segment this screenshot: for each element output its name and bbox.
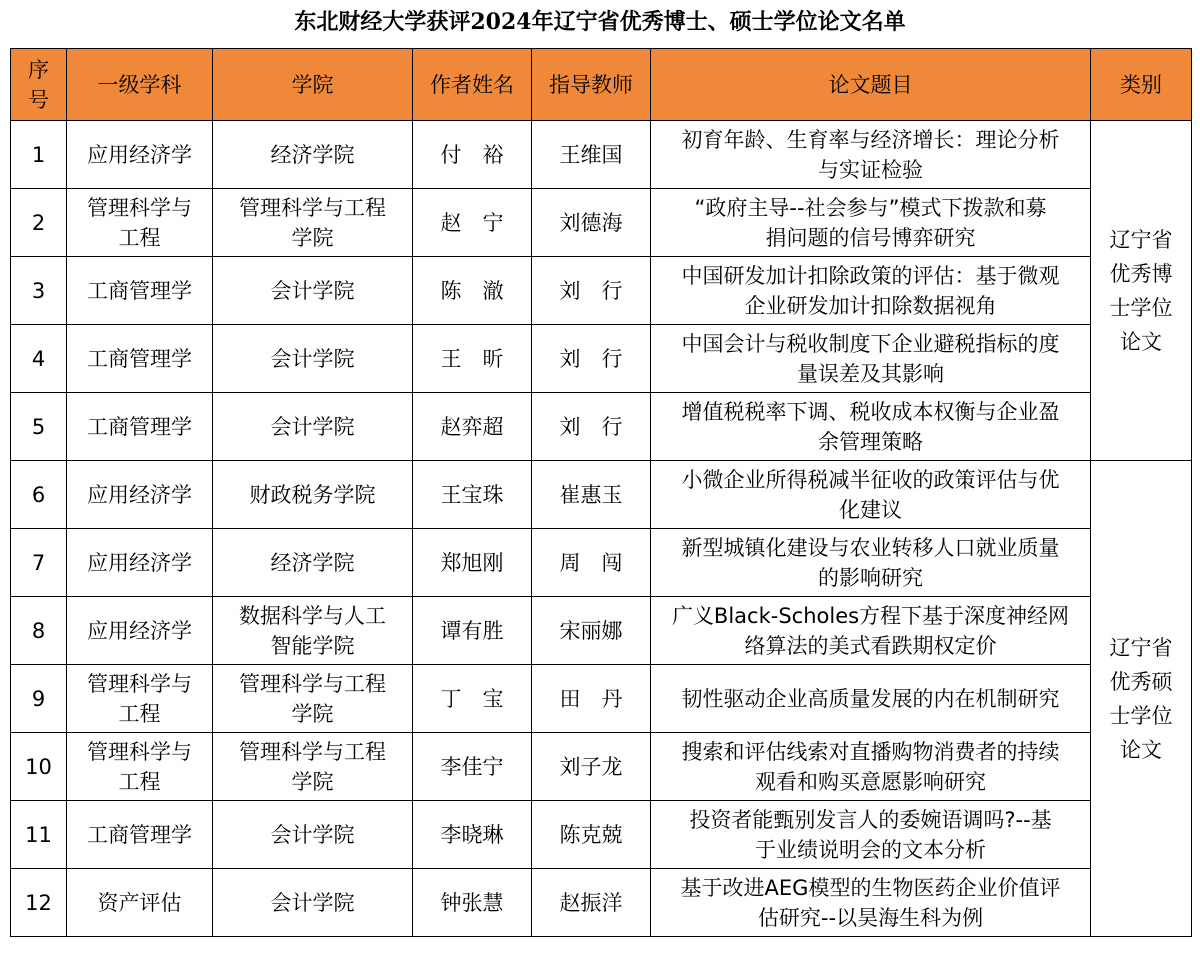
discipline-line: 管理科学与 xyxy=(87,671,192,696)
thesis-title-line: 中国研发加计扣除政策的评估：基于微观 xyxy=(681,263,1060,288)
discipline-line: 应用经济学 xyxy=(87,550,192,575)
advisor-cell: 宋丽娜 xyxy=(532,597,651,665)
school-cell xyxy=(213,121,413,189)
discipline-line: 工程 xyxy=(118,769,161,794)
thesis-title-cell xyxy=(651,393,1091,461)
table-row xyxy=(11,325,1192,393)
discipline-cell xyxy=(67,393,213,461)
table-row xyxy=(11,461,1192,529)
header-row xyxy=(11,49,1192,121)
seq-cell: 3 xyxy=(11,257,67,325)
header-thesis-title: 论文题目 xyxy=(651,49,1091,121)
author-cell: 赵弈超 xyxy=(413,393,532,461)
school-cell xyxy=(213,393,413,461)
category-line: 辽宁省 xyxy=(1109,635,1173,660)
table-row xyxy=(11,597,1192,665)
school-line: 数据科学与人工 xyxy=(239,603,386,628)
thesis-title-line: 企业研发加计扣除数据视角 xyxy=(744,293,997,318)
advisor-cell: 田 丹 xyxy=(532,665,651,733)
thesis-title-cell xyxy=(651,325,1091,393)
thesis-title-cell xyxy=(651,869,1091,937)
category-line: 论文 xyxy=(1120,329,1162,354)
advisor-cell: 刘德海 xyxy=(532,189,651,257)
seq-cell: 1 xyxy=(11,121,67,189)
discipline-line: 工商管理学 xyxy=(87,414,192,439)
thesis-title-line: 广义Black-Scholes方程下基于深度神经网 xyxy=(671,603,1070,628)
seq-cell: 5 xyxy=(11,393,67,461)
thesis-title-line: 初育年龄、生育率与经济增长：理论分析 xyxy=(681,127,1060,152)
school-cell xyxy=(213,597,413,665)
thesis-title-cell xyxy=(651,801,1091,869)
header-advisor: 指导教师 xyxy=(532,49,651,121)
thesis-title-cell xyxy=(651,597,1091,665)
author-cell: 钟张慧 xyxy=(413,869,532,937)
thesis-title-line: 络算法的美式看跌期权定价 xyxy=(744,633,997,658)
thesis-title-line: 小微企业所得税减半征收的政策评估与优 xyxy=(681,467,1060,492)
thesis-title-line: 观看和购买意愿影响研究 xyxy=(755,769,986,794)
school-line: 会计学院 xyxy=(270,822,355,847)
discipline-cell xyxy=(67,257,213,325)
author-cell: 丁 宝 xyxy=(413,665,532,733)
school-line: 经济学院 xyxy=(270,550,355,575)
discipline-line: 工商管理学 xyxy=(87,346,192,371)
school-cell xyxy=(213,869,413,937)
seq-cell: 12 xyxy=(11,869,67,937)
table-row xyxy=(11,801,1192,869)
school-line: 管理科学与工程 xyxy=(239,195,386,220)
thesis-title-line: 基于改进AEG模型的生物医药企业价值评 xyxy=(680,875,1061,900)
thesis-title-line: “政府主导--社会参与”模式下拨款和募 xyxy=(694,195,1047,220)
author-cell: 王宝珠 xyxy=(413,461,532,529)
school-cell xyxy=(213,801,413,869)
school-line: 学院 xyxy=(291,701,334,726)
thesis-title-line: 中国会计与税收制度下企业避税指标的度 xyxy=(681,331,1060,356)
header-seq-line: 号 xyxy=(28,87,49,112)
discipline-line: 工程 xyxy=(118,225,161,250)
header-school: 学院 xyxy=(213,49,413,121)
thesis-title-cell xyxy=(651,121,1091,189)
category-line: 士学位 xyxy=(1109,703,1173,728)
table-row xyxy=(11,257,1192,325)
discipline-line: 应用经济学 xyxy=(87,142,192,167)
discipline-line: 资产评估 xyxy=(97,890,182,915)
header-seq xyxy=(11,49,67,121)
page-title: 东北财经大学获评2024年辽宁省优秀博士、硕士学位论文名单 xyxy=(294,9,906,35)
discipline-cell xyxy=(67,597,213,665)
advisor-cell: 周 闯 xyxy=(532,529,651,597)
discipline-cell xyxy=(67,665,213,733)
thesis-title-line: 的影响研究 xyxy=(818,565,923,590)
author-cell: 付 裕 xyxy=(413,121,532,189)
thesis-title-line: 增值税税率下调、税收成本权衡与企业盈 xyxy=(681,399,1060,424)
advisor-cell: 陈克兢 xyxy=(532,801,651,869)
discipline-cell xyxy=(67,189,213,257)
school-cell xyxy=(213,325,413,393)
header-seq-line: 序 xyxy=(28,57,49,82)
school-cell xyxy=(213,257,413,325)
discipline-cell xyxy=(67,733,213,801)
category-line: 辽宁省 xyxy=(1109,227,1173,252)
advisor-cell: 王维国 xyxy=(532,121,651,189)
discipline-cell xyxy=(67,461,213,529)
school-cell xyxy=(213,733,413,801)
discipline-cell xyxy=(67,801,213,869)
seq-cell: 8 xyxy=(11,597,67,665)
seq-cell: 2 xyxy=(11,189,67,257)
thesis-title-cell xyxy=(651,665,1091,733)
discipline-line: 管理科学与 xyxy=(87,739,192,764)
table-row xyxy=(11,393,1192,461)
discipline-cell xyxy=(67,869,213,937)
thesis-title-line: 搜索和评估线索对直播购物消费者的持续 xyxy=(681,739,1060,764)
thesis-title-cell xyxy=(651,529,1091,597)
school-line: 会计学院 xyxy=(270,346,355,371)
thesis-title-cell xyxy=(651,733,1091,801)
school-cell xyxy=(213,461,413,529)
school-line: 学院 xyxy=(291,769,334,794)
discipline-line: 工商管理学 xyxy=(87,822,192,847)
thesis-list-table xyxy=(10,48,1192,937)
school-line: 管理科学与工程 xyxy=(239,671,386,696)
discipline-line: 管理科学与 xyxy=(87,195,192,220)
discipline-cell xyxy=(67,529,213,597)
category-line: 优秀硕 xyxy=(1109,669,1173,694)
discipline-line: 应用经济学 xyxy=(87,482,192,507)
category-line: 士学位 xyxy=(1109,295,1173,320)
discipline-cell xyxy=(67,121,213,189)
category-line: 优秀博 xyxy=(1109,261,1173,286)
thesis-title-line: 化建议 xyxy=(839,497,902,522)
category-cell-doctoral xyxy=(1091,121,1192,461)
author-cell: 王 昕 xyxy=(413,325,532,393)
advisor-cell: 刘子龙 xyxy=(532,733,651,801)
thesis-title-line: 与实证检验 xyxy=(818,157,923,182)
thesis-title-line: 韧性驱动企业高质量发展的内在机制研究 xyxy=(681,686,1060,711)
table-row xyxy=(11,665,1192,733)
thesis-title-line: 新型城镇化建设与农业转移人口就业质量 xyxy=(681,535,1060,560)
seq-cell: 7 xyxy=(11,529,67,597)
school-cell xyxy=(213,189,413,257)
table-row xyxy=(11,529,1192,597)
seq-cell: 10 xyxy=(11,733,67,801)
table-row xyxy=(11,733,1192,801)
header-discipline: 一级学科 xyxy=(67,49,213,121)
author-cell: 赵 宁 xyxy=(413,189,532,257)
table-row xyxy=(11,869,1192,937)
seq-cell: 9 xyxy=(11,665,67,733)
thesis-title-line: 估研究--以昊海生科为例 xyxy=(757,905,984,930)
author-cell: 李佳宁 xyxy=(413,733,532,801)
discipline-cell xyxy=(67,325,213,393)
discipline-line: 工商管理学 xyxy=(87,278,192,303)
thesis-title-line: 量误差及其影响 xyxy=(797,361,944,386)
thesis-title-cell xyxy=(651,461,1091,529)
school-line: 管理科学与工程 xyxy=(239,739,386,764)
author-cell: 李晓琳 xyxy=(413,801,532,869)
thesis-title-line: 投资者能甄别发言人的委婉语调吗?--基 xyxy=(689,807,1052,832)
advisor-cell: 刘 行 xyxy=(532,393,651,461)
school-cell xyxy=(213,665,413,733)
thesis-title-cell xyxy=(651,257,1091,325)
table-row xyxy=(11,189,1192,257)
table-row xyxy=(11,121,1192,189)
thesis-title-line: 捐问题的信号博弈研究 xyxy=(765,225,976,250)
school-line: 智能学院 xyxy=(270,633,355,658)
school-line: 学院 xyxy=(291,225,334,250)
category-cell-master xyxy=(1091,461,1192,937)
thesis-title-line: 于业绩说明会的文本分析 xyxy=(755,837,986,862)
header-author: 作者姓名 xyxy=(413,49,532,121)
school-line: 会计学院 xyxy=(270,890,355,915)
seq-cell: 4 xyxy=(11,325,67,393)
discipline-line: 工程 xyxy=(118,701,161,726)
author-cell: 陈 澈 xyxy=(413,257,532,325)
school-line: 经济学院 xyxy=(270,142,355,167)
seq-cell: 11 xyxy=(11,801,67,869)
header-category: 类别 xyxy=(1091,49,1192,121)
advisor-cell: 崔惠玉 xyxy=(532,461,651,529)
school-cell xyxy=(213,529,413,597)
thesis-title-line: 余管理策略 xyxy=(818,429,923,454)
seq-cell: 6 xyxy=(11,461,67,529)
school-line: 财政税务学院 xyxy=(249,482,376,507)
advisor-cell: 刘 行 xyxy=(532,257,651,325)
school-line: 会计学院 xyxy=(270,414,355,439)
author-cell: 郑旭刚 xyxy=(413,529,532,597)
school-line: 会计学院 xyxy=(270,278,355,303)
thesis-title-cell xyxy=(651,189,1091,257)
advisor-cell: 刘 行 xyxy=(532,325,651,393)
author-cell: 谭有胜 xyxy=(413,597,532,665)
discipline-line: 应用经济学 xyxy=(87,618,192,643)
table-body xyxy=(11,121,1192,937)
category-line: 论文 xyxy=(1120,737,1162,762)
advisor-cell: 赵振洋 xyxy=(532,869,651,937)
